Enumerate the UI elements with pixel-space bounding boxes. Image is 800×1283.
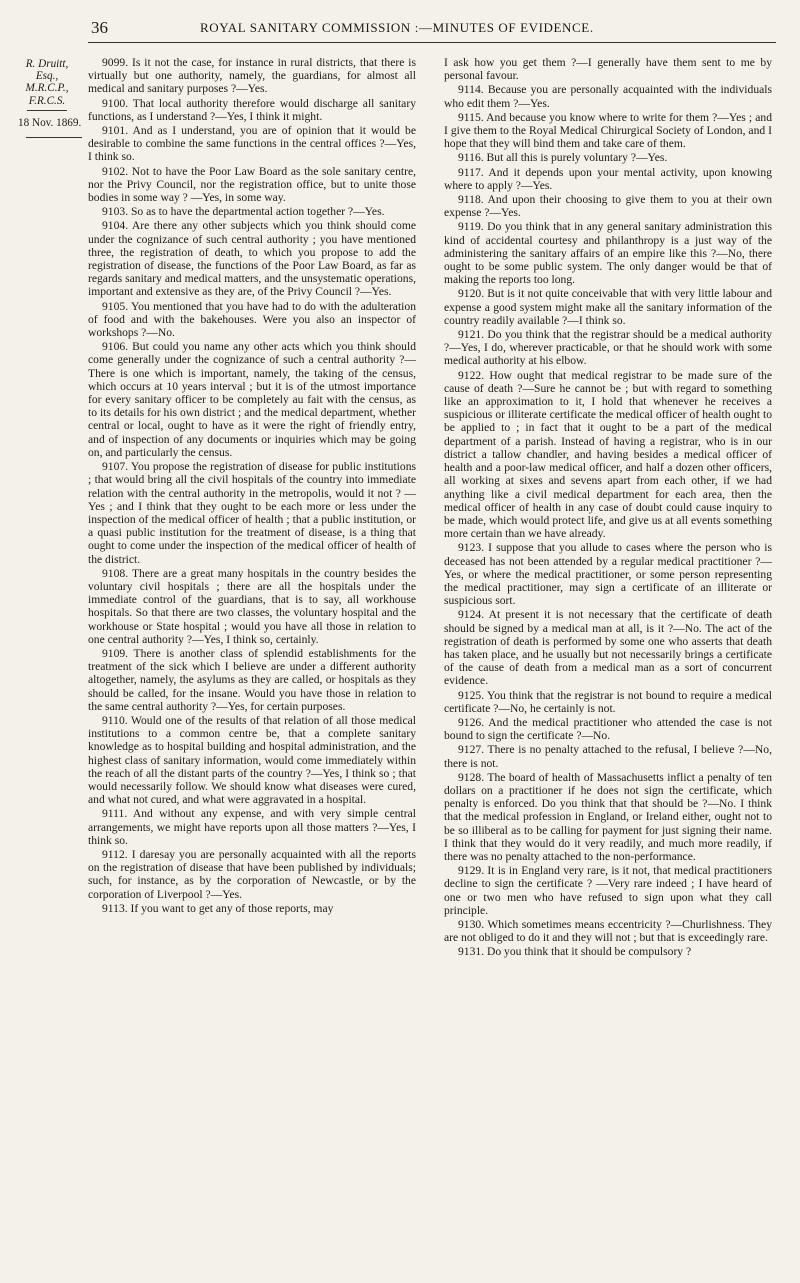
evidence-paragraph: 9113. If you want to get any of those reports, may: [102, 901, 334, 915]
witness-name: R. Druitt,: [25, 58, 69, 70]
page-header: [0, 14, 800, 40]
evidence-paragraph: 9099. Is it not the case, for instance in rural districts, that there is virtually but one authority, namely, the guardians, for almost all medical and sanitary purposes ?—Yes.: [88, 56, 416, 96]
hearing-date: 18 Nov. 1869.: [18, 116, 82, 129]
evidence-paragraph: 9103. So as to have the departmental action together ?—Yes.: [102, 205, 385, 219]
evidence-paragraph: 9120. But is it not quite conceivable that with very little labour and expense a good system might make all the sanitary information of the country readily available ?—I think so.: [444, 287, 772, 327]
evidence-paragraph: 9111. And without any expense, and with very simple central arrangements, we might have reports upon all those matters ?—Yes, I think so.: [88, 807, 416, 847]
evidence-paragraph: 9128. The board of health of Massachusetts inflict a penalty of ten dollars on a practitioner if he does not sign the certificate, which penalty is enforced. Do you think that that should be ?—No. I think that the medical profession in England, or Ireland either, ought not to be so illiberal as to be calling for payment for just signing their name. I think that they would do it very readily, and much more readily, if there was no penalty attached to the non-performance.: [444, 770, 772, 863]
evidence-paragraph: 9126. And the medical practitioner who attended the case is not bound to sign the certificate ?—No.: [444, 715, 772, 743]
evidence-paragraph: 9108. There are a great many hospitals in the country besides the voluntary civil hospitals ; there are all the hospitals under the immediate control of the guardians, that is to say, all workhouse hospitals. So that there are two classes, the voluntary hospital and the workhouse or State hospital ; would you have all those in relation to one central authority ?—Yes, I think so, certainly.: [88, 566, 416, 646]
witness-degree-1: M.R.C.P.,: [25, 82, 69, 95]
evidence-paragraph: 9109. There is another class of splendid establishments for the treatment of the sick which I believe are under a different authority altogether, namely, the asylums as they are called, or hospitals as they should be called, for the insane. Would you have those in relation to the same central authority ?—Yes, for certain purposes.: [88, 646, 416, 713]
evidence-paragraph: 9107. You propose the registration of disease for public institutions ; that would bring all the civil hospitals of the country into immediate relation with the central authority in the metropolis, would it not ? —Yes ; and I think that they ought to be each more or less under the inspection of the medical officer of health ; that a public institution, or a quasi public institution for the treatment of disease, is a thing that ought to come under the inspection of the medical officer of health of the district.: [88, 460, 416, 566]
margin-separator: [27, 110, 67, 111]
evidence-paragraph: 9102. Not to have the Poor Law Board as the sole sanitary centre, nor the Privy Council, nor the registration office, but to unite those bodies in some way ? —Yes, in some way.: [88, 164, 416, 205]
header-rule: [88, 42, 776, 43]
evidence-paragraph: 9114. Because you are personally acquainted with the individuals who edit them ?—Yes.: [444, 83, 772, 110]
witness-esq: Esq.,: [35, 70, 59, 83]
running-title: ROYAL SANITARY COMMISSION :—MINUTES OF EVIDENCE.: [200, 20, 594, 35]
evidence-paragraph: 9104. Are there any other subjects which you think should come under the cognizance of such central authority ; you have mentioned three, the registration of death, to which you propose to add the registration of disease, the functions of the Poor Law Board, as far as regards sanitary and medical matters, and the unsystematic operations, important and extensive as they are, of the Privy Council ?—Yes.: [88, 219, 416, 299]
evidence-paragraph: 9106. But could you name any other acts which you think should come generally under the cognizance of such a central authority ?—There is one which is important, namely, the taking of the census, which occurs at 10 years interval ; but it is of the utmost importance for every sanitary officer to be completely au fait with the census, as to its details for his own district ; and the medical department, whether central or local, ought to have as it were the right of friendly entry, and of inspection of any documents or inquiries which may be going on, and particularly the census.: [88, 340, 416, 459]
evidence-paragraph: 9101. And as I understand, you are of opinion that it would be desirable to combine the same functions in the central offices ?—Yes, I think so.: [88, 124, 416, 164]
evidence-paragraph: 9112. I daresay you are personally acquainted with all the reports on the registration of disease that have been published by individuals; such, for instance, as by the corporation of Newcastle, or by the corporation of Liverpool ?—Yes.: [88, 847, 416, 901]
evidence-paragraph: 9124. At present it is not necessary that the certificate of death should be signed by a medical man at all, is it ?—No. The act of the registration of death is performed by some one who asserts that death has taken place, and he usually but not necessarily brings a certificate of the cause of death from a medical man as a sort of concurrent evidence.: [444, 608, 772, 688]
evidence-paragraph: 9110. Would one of the results of that relation of all those medical institutions to a common centre be, that a complete sanitary knowledge as to hospital building and hospital administration, and the highest class of sanitary information, would come immediately within the reach of all the distant parts of the country ?—Yes, I think so ; that would necessarily follow. We should know what diseases were cured, and what not cured, and what were aggravated in a hospital.: [88, 713, 416, 807]
evidence-paragraph: 9105. You mentioned that you have had to do with the adulteration of food and with the bakehouses. Were you also an inspector of workshops ?—No.: [88, 299, 416, 340]
evidence-paragraph: 9129. It is in England very rare, is it not, that medical practitioners decline to sign the certificate ? —Very rare indeed ; I have heard of one or two men who have refused to sign upon what they call principle.: [444, 864, 772, 917]
evidence-paragraph: 9118. And upon their choosing to give them to you at their own expense ?—Yes.: [444, 193, 772, 220]
evidence-paragraph: 9122. How ought that medical registrar to be made sure of the cause of death ?—Sure he cannot be ; but with regard to something like an approximation to it, I hold that whenever he receives a suspicious or illiterate certificate the medical officer of health ought to be applied to ; in fact that it ought to be a part of the medical department of a parish. Instead of having a registrar, who is in our district a tallow chandler, and having besides a medical officer of health and a poor-law medical officer, and half a dozen other officers, all working at sixes and sevens apart from each other, if we had anything like a civil medical department for each area, then the medical officer of health in any case of doubt could cause inquiry to be made, which would protect life, and give us at all events something more certain than we have already.: [444, 368, 772, 541]
evidence-paragraph: I ask how you get them ?—I generally have them sent to me by personal favour.: [444, 56, 772, 83]
evidence-paragraph: 9130. Which sometimes means eccentricity ?—Churlishness. They are not obliged to do it and they will not ; but that is exceedingly rare.: [444, 918, 772, 945]
evidence-paragraph: 9115. And because you know where to write for them ?—Yes ; and I give them to the Royal Medical Chirurgical Society of London, and I hope that they will bind them and take care of them.: [444, 110, 772, 151]
evidence-paragraph: 9127. There is no penalty attached to the refusal, I believe ?—No, there is not.: [444, 743, 772, 770]
evidence-paragraph: 9123. I suppose that you allude to cases where the person who is deceased has not been attended by a regular medical practitioner ?—Yes, or where the medical practitioner, or some person representing the medical practitioner, may sign a certificate of an illiterate or suspicious sort.: [444, 541, 772, 608]
evidence-paragraph: 9117. And it depends upon your mental activity, upon knowing where to apply ?—Yes.: [444, 165, 772, 192]
witness-degree-2: F.R.C.S.: [28, 94, 66, 107]
right-column: [444, 56, 772, 959]
evidence-paragraph: 9125. You think that the registrar is not bound to require a medical certificate ?—No, he certainly is not.: [444, 688, 772, 715]
margin-note: [12, 58, 82, 138]
page-number: 36: [91, 18, 108, 37]
left-column: [88, 56, 416, 915]
evidence-paragraph: 9116. But all this is purely voluntary ?—Yes.: [458, 151, 668, 165]
evidence-paragraph: 9119. Do you think that in any general sanitary administration this kind of accidental courtesy and philanthropy is a just way of the administering the sanitary affairs of an empire like this ?—No, there ought to be some public system. The only danger would be that of making the reports too long.: [444, 220, 772, 287]
evidence-paragraph: 9100. That local authority therefore would discharge all sanitary functions, as I understand ?—Yes, I think it might.: [88, 96, 416, 123]
evidence-paragraph: 9131. Do you think that it should be compulsory ?: [458, 945, 692, 959]
evidence-paragraph: 9121. Do you think that the registrar should be a medical authority ?—Yes, I do, wherever practicable, or that he should work with some medical authority at his elbow.: [444, 328, 772, 368]
margin-dash: [26, 137, 82, 138]
